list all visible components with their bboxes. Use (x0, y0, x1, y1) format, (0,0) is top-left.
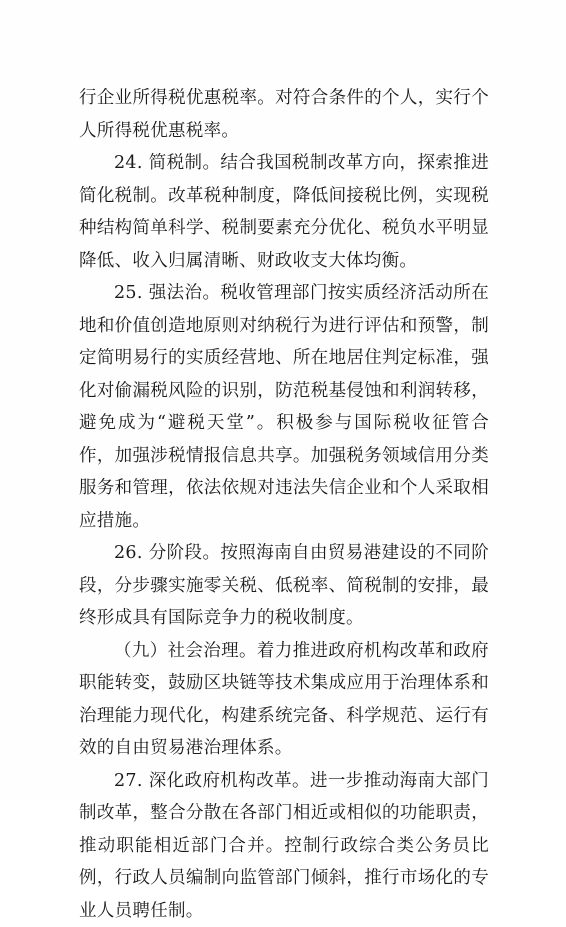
paragraph-item-25: 25. 强法治。税收管理部门按实质经济活动所在地和价值创造地原则对纳税行为进行评估和预警，制定简明易行的实质经营地、所在地居住判定标准，强化对偷漏税风险的识别，防范税基侵蚀和利润转移，避免成为“避税天堂”。积极参与国际税收征管合作，加强涉税情报信息共享。加强税务领域信用分类服务和管理，依法依规对违法失信企业和个人采取相应措施。 (79, 277, 489, 537)
document-body (79, 82, 489, 927)
paragraph-item-26: 26. 分阶段。按照海南自由贸易港建设的不同阶段，分步骤实施零关税、低税率、简税制的安排，最终形成具有国际竞争力的税收制度。 (79, 537, 489, 635)
paragraph-section-9: （九）社会治理。着力推进政府机构改革和政府职能转变，鼓励区块链等技术集成应用于治理体系和治理能力现代化，构建系统完备、科学规范、运行有效的自由贸易港治理体系。 (79, 635, 489, 765)
paragraph-item-24: 24. 简税制。结合我国税制改革方向，探索推进简化税制。改革税种制度，降低间接税比例，实现税种结构简单科学、税制要素充分优化、税负水平明显降低、收入归属清晰、财政收支大体均衡。 (79, 147, 489, 277)
paragraph-continuation: 行企业所得税优惠税率。对符合条件的个人，实行个人所得税优惠税率。 (79, 82, 489, 147)
paragraph-item-27: 27. 深化政府机构改革。进一步推动海南大部门制改革，整合分散在各部门相近或相似的功能职责，推动职能相近部门合并。控制行政综合类公务员比例，行政人员编制向监管部门倾斜，推行市场化的专业人员聘任制。 (79, 765, 489, 927)
